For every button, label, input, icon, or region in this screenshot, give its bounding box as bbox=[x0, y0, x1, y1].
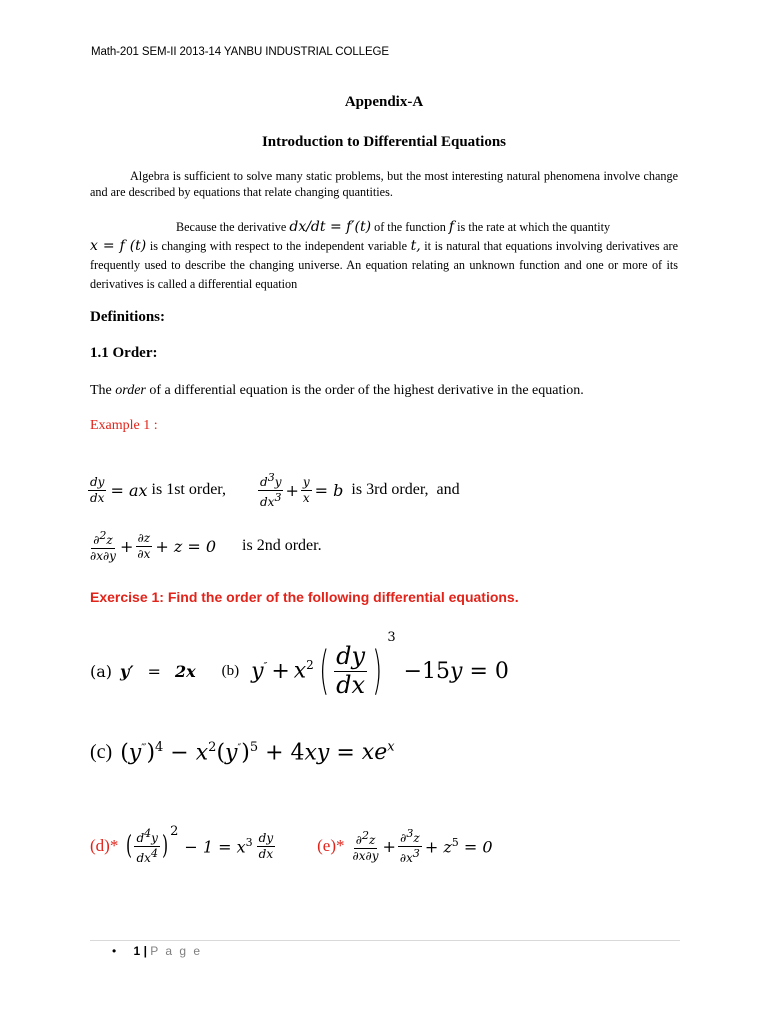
exercise-line-c: (c) $(y^‴)^4 - x^2(y'')^5 + 4xy = xe^x$ bbox=[90, 740, 395, 766]
appendix-title: Appendix-A bbox=[344, 94, 424, 110]
math-x-eq-f: x = f (t) bbox=[90, 238, 147, 254]
footer-divider bbox=[90, 940, 680, 941]
example-label: Example 1 : bbox=[90, 418, 158, 433]
derivative-paragraph: Because the derivative dx/dt = f′(t) of the function f is the rate at which the quantity x = f (t) is changing with respect to the independent variable t, it is natural that equations involving derivatives are frequently used to describe the changing universe. An equation relating an unknown function and one or more of its derivatives is called a differential equation bbox=[90, 219, 679, 291]
fraction-d4y-dx4: $\frac{d^4y}{dx^4}$ bbox=[136, 827, 158, 865]
math-dxdt: dx/dt = f′(t) bbox=[289, 219, 372, 235]
definitions-heading: Definitions: bbox=[90, 309, 165, 325]
page-footer: • 1 | P a g e bbox=[112, 944, 203, 958]
math-t: t, bbox=[410, 238, 421, 254]
fraction-dy-dx-d: $\frac{dy}{dx}$ bbox=[258, 831, 274, 861]
exercise-line-ab: (a) y′ = 2x (b) y″ + $x^2$ ( $\frac{dy}{dx}$ ) 3 −15y = 0 bbox=[90, 630, 509, 701]
fraction-y-x: $\frac{y}{x}$ bbox=[302, 475, 310, 505]
intro-paragraph: Algebra is sufficient to solve many static problems, but the most interesting natural phenomena involve change and are described by equations that relate changing quantities. bbox=[90, 169, 678, 199]
fraction-dy-dx-large: $\frac{dy}{dx}$ bbox=[336, 642, 366, 699]
document-header: Math-201 SEM-II 2013-14 YANBU INDUSTRIAL COLLEGE bbox=[91, 46, 389, 58]
fraction-d3y-dx3: $\frac{d^3y}{dx^3}$ bbox=[260, 471, 282, 509]
exercise-heading: Exercise 1: Find the order of the following differential equations. bbox=[90, 589, 519, 605]
page-number: 1 bbox=[133, 944, 141, 958]
fraction-d2z-dxdy-e: $\frac{\partial^2z}{\partial x\partial y}$ bbox=[352, 829, 379, 863]
order-heading: 1.1 Order: bbox=[90, 345, 158, 361]
main-title: Introduction to Differential Equations bbox=[261, 134, 507, 150]
math-f: f bbox=[448, 219, 455, 235]
example-line-1: $\frac{dy}{dx}$ = ax is 1st order, $\frac{d^3y}{dx^3}$ + $\frac{y}{x}$ = b is 3rd order, and bbox=[90, 471, 460, 509]
exercise-line-de: (d)* ( $\frac{d^4y}{dx^4}$ ) 2 − $1 = x^3$ $\frac{dy}{dx}$ (e)* $\frac{\partial^2z}{\partial x\partial y}$ + $\frac{\partial^3z}{\partial x^3}$ + $z^5 = 0$ bbox=[90, 824, 493, 865]
order-definition: The order of a differential equation is the order of the highest derivative in the equation. bbox=[90, 383, 584, 398]
fraction-d2z-dxdy: $\frac{\partial^2z}{\partial x\partial y}$ bbox=[90, 529, 116, 563]
fraction-d3z-dx3: $\frac{\partial^3z}{\partial x^3}$ bbox=[399, 827, 420, 865]
fraction-dz-dx: $\frac{\partial z}{\partial x}$ bbox=[137, 531, 151, 561]
fraction-dy-dx: $\frac{dy}{dx}$ bbox=[90, 475, 105, 505]
example-line-2: $\frac{\partial^2z}{\partial x\partial y}$ + $\frac{\partial z}{\partial x}$ + z = 0 is 2nd order. bbox=[90, 529, 322, 563]
